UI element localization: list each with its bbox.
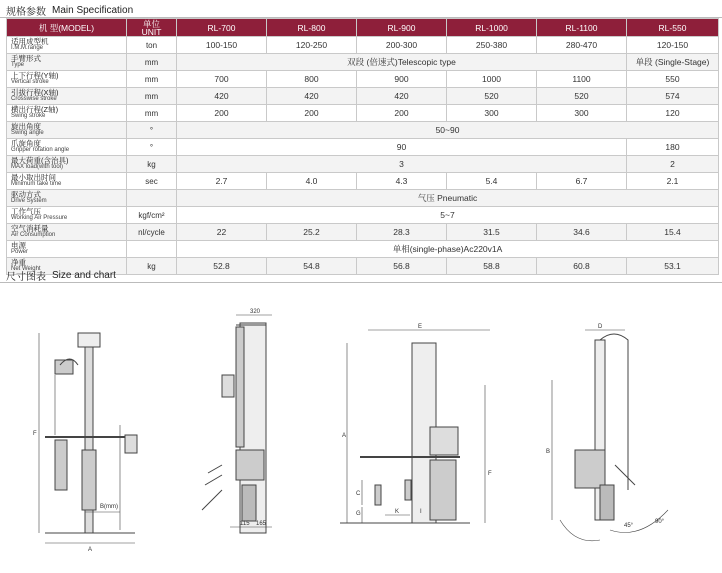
- row-value: 53.1: [627, 258, 719, 275]
- spec-row: [7, 54, 719, 71]
- spec-title-en: Main Specification: [52, 4, 134, 16]
- d3-label-c: C: [356, 491, 361, 497]
- row-value: 200-300: [357, 37, 447, 54]
- d4-label-d: D: [598, 324, 603, 330]
- row-value: 6.7: [537, 173, 627, 190]
- drawing-front-view-1: [39, 333, 137, 543]
- header-model: RL-1100: [537, 19, 627, 37]
- row-value: 28.3: [357, 224, 447, 241]
- header-model: RL-550: [627, 19, 719, 37]
- drawing-front-view-3: [340, 330, 490, 523]
- row-value: 单段 (Single-Stage): [627, 54, 719, 71]
- row-unit: [127, 190, 177, 207]
- row-unit: mm: [127, 88, 177, 105]
- row-unit: [127, 241, 177, 258]
- row-label: 电源 Power: [7, 241, 127, 258]
- row-value: 280-470: [537, 37, 627, 54]
- header-model: RL-1000: [447, 19, 537, 37]
- drawing-side-view-4: [552, 330, 668, 541]
- row-label: 上下行程(Y轴) Vertical stroke: [7, 71, 127, 88]
- row-label: 爪旋角度 Gripper rotation angle: [7, 139, 127, 156]
- row-value: 2: [627, 156, 719, 173]
- row-value: 22: [177, 224, 267, 241]
- row-value: 25.2: [267, 224, 357, 241]
- row-value: 200: [357, 105, 447, 122]
- row-unit: mm: [127, 71, 177, 88]
- row-unit: nl/cycle: [127, 224, 177, 241]
- d4-label-90: 90°: [655, 519, 665, 525]
- dimension-drawings: [0, 285, 722, 568]
- spec-row: [7, 156, 719, 173]
- row-label: 净重 Net Weight: [7, 258, 127, 275]
- d3-label-g: G: [356, 511, 361, 517]
- header-model-label: 机 型(MODEL): [7, 19, 127, 37]
- spec-header-row: [7, 19, 719, 37]
- d2-label-b1: 115: [240, 521, 250, 527]
- spec-table-wrap: [6, 18, 718, 275]
- d1-label-dim: B(mm): [100, 504, 118, 510]
- row-value: 200: [177, 105, 267, 122]
- d3-label-e: E: [418, 324, 423, 330]
- spec-row: [7, 190, 719, 207]
- row-label: 引拔行程(X轴) Crosswise stroke: [7, 88, 127, 105]
- header-model: RL-800: [267, 19, 357, 37]
- spec-row: [7, 173, 719, 190]
- d3-label-k: K: [395, 509, 400, 515]
- row-label: 手臂形式 Type: [7, 54, 127, 71]
- row-label: 最大荷重(含治具) MAX load(with tool): [7, 156, 127, 173]
- row-value: 气压 Pneumatic: [177, 190, 719, 207]
- d3-label-f: F: [488, 471, 492, 477]
- row-label: 适用成型机 I.M.M.range: [7, 37, 127, 54]
- row-unit: °: [127, 139, 177, 156]
- header-model: RL-900: [357, 19, 447, 37]
- row-value: 574: [627, 88, 719, 105]
- spec-row: [7, 224, 719, 241]
- row-value: 800: [267, 71, 357, 88]
- chart-title-zh: 尺寸图表: [6, 271, 46, 283]
- row-value: 420: [357, 88, 447, 105]
- row-unit: mm: [127, 54, 177, 71]
- drawing-side-view-2: [202, 315, 272, 533]
- row-value: 1000: [447, 71, 537, 88]
- d4-label-b: B: [546, 449, 551, 455]
- spec-row: [7, 37, 719, 54]
- spec-row: [7, 71, 719, 88]
- row-value: 100-150: [177, 37, 267, 54]
- row-value: 4.3: [357, 173, 447, 190]
- row-value: 90: [177, 139, 627, 156]
- row-value: 250-380: [447, 37, 537, 54]
- row-label: 横出行程(Z轴) Swing stroke: [7, 105, 127, 122]
- row-value: 520: [447, 88, 537, 105]
- row-value: 180: [627, 139, 719, 156]
- row-label: 驱动方式 Drive System: [7, 190, 127, 207]
- row-unit: °: [127, 122, 177, 139]
- spec-row: [7, 88, 719, 105]
- row-unit: kg: [127, 156, 177, 173]
- d3-label-a: A: [342, 433, 347, 439]
- row-value: 5.4: [447, 173, 537, 190]
- header-model: RL-700: [177, 19, 267, 37]
- row-value: 60.8: [537, 258, 627, 275]
- row-value: 58.8: [447, 258, 537, 275]
- row-value: 120: [627, 105, 719, 122]
- row-value: 54.8: [267, 258, 357, 275]
- drawings-svg: [0, 285, 722, 568]
- row-unit: mm: [127, 105, 177, 122]
- row-value: 520: [537, 88, 627, 105]
- row-value: 2.7: [177, 173, 267, 190]
- row-value: 550: [627, 71, 719, 88]
- d3-label-i: I: [420, 509, 422, 515]
- row-value: 4.0: [267, 173, 357, 190]
- spec-row: [7, 207, 719, 224]
- row-label: 工作气压 Working Air Pressure: [7, 207, 127, 224]
- row-value: 420: [267, 88, 357, 105]
- spec-row: [7, 122, 719, 139]
- row-value: 3: [177, 156, 627, 173]
- spec-table: [6, 18, 719, 275]
- d1-label-a: F: [33, 431, 37, 437]
- chart-title-en: Size and chart: [52, 269, 116, 281]
- row-value: 300: [447, 105, 537, 122]
- row-unit: sec: [127, 173, 177, 190]
- spec-row: [7, 139, 719, 156]
- row-value: 52.8: [177, 258, 267, 275]
- row-label: 旋出角度 Swing angle: [7, 122, 127, 139]
- row-value: 56.8: [357, 258, 447, 275]
- row-label: 空气消耗量 Air Consumption: [7, 224, 127, 241]
- row-value: 31.5: [447, 224, 537, 241]
- d2-label-b2: 165: [256, 521, 267, 527]
- row-value: 900: [357, 71, 447, 88]
- header-unit: 单位 UNIT: [127, 19, 177, 37]
- row-value: 1100: [537, 71, 627, 88]
- spec-title-zh: 规格参数: [6, 6, 46, 18]
- row-value: 50~90: [177, 122, 719, 139]
- row-unit: kg: [127, 258, 177, 275]
- row-value: 700: [177, 71, 267, 88]
- d4-label-45: 45°: [624, 523, 634, 529]
- row-value: 双段 (倍速式)Telescopic type: [177, 54, 627, 71]
- row-label: 最小取出时间 Minimum take time: [7, 173, 127, 190]
- row-value: 420: [177, 88, 267, 105]
- row-value: 120-150: [627, 37, 719, 54]
- spec-row: [7, 105, 719, 122]
- row-value: 5~7: [177, 207, 719, 224]
- row-value: 200: [267, 105, 357, 122]
- spec-row: [7, 241, 719, 258]
- row-value: 15.4: [627, 224, 719, 241]
- chart-divider: [0, 282, 722, 283]
- row-value: 300: [537, 105, 627, 122]
- row-value: 2.1: [627, 173, 719, 190]
- row-value: 120-250: [267, 37, 357, 54]
- row-value: 34.6: [537, 224, 627, 241]
- row-unit: ton: [127, 37, 177, 54]
- spec-section-title: [6, 3, 133, 17]
- row-unit: kgf/cm²: [127, 207, 177, 224]
- row-value: 单相(single-phase)Ac220v1A: [177, 241, 719, 258]
- d1-label-b: A: [88, 547, 93, 553]
- d2-label-top: 320: [250, 309, 261, 315]
- chart-section-title: [6, 268, 116, 282]
